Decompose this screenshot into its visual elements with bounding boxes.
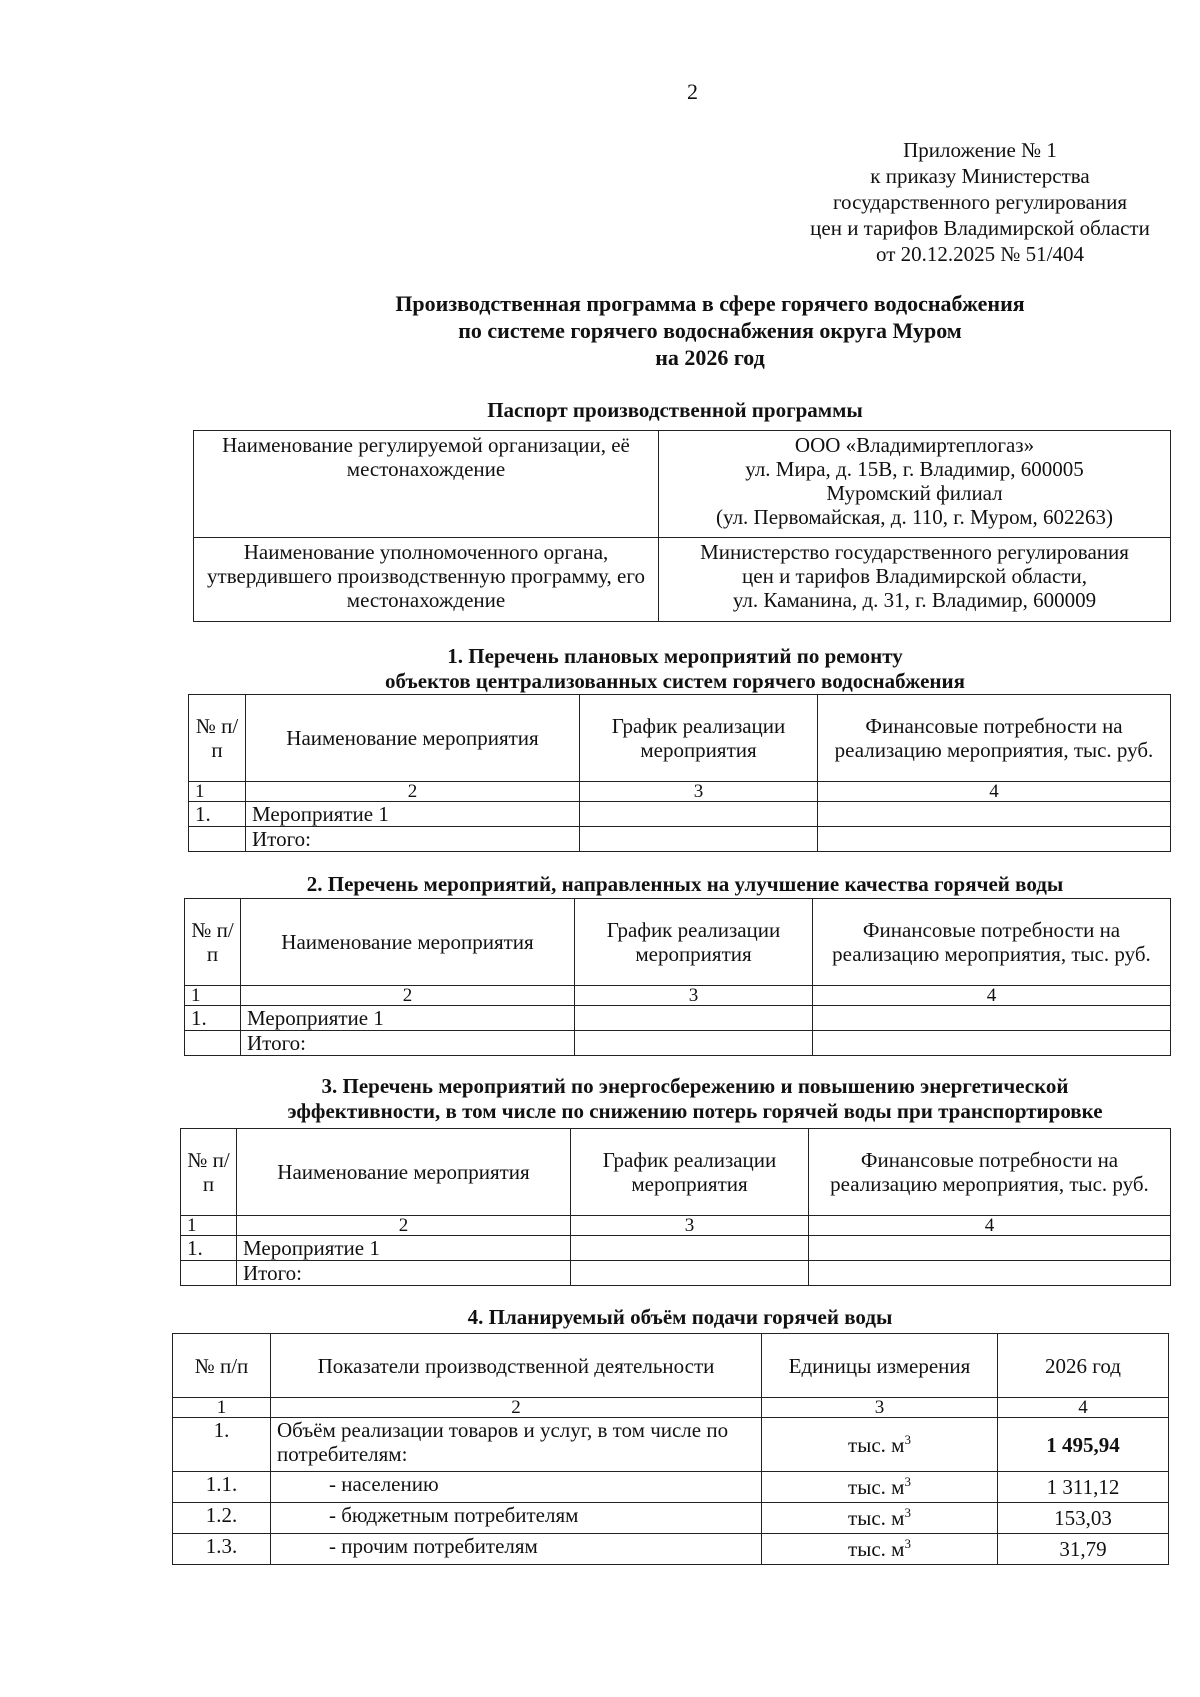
row-unit <box>762 1418 998 1472</box>
passport-table <box>193 430 1171 622</box>
row-value: 31,79 <box>998 1534 1169 1565</box>
row-no: 1. <box>189 802 246 827</box>
col-number: 1 <box>189 782 246 802</box>
row-no: 1. <box>185 1006 241 1031</box>
row-total-label: Итого: <box>237 1261 571 1286</box>
row-finance <box>813 1006 1171 1031</box>
section-title-line: объектов централизованных систем горячего водоснабжения <box>385 669 965 693</box>
row-schedule <box>575 1031 813 1056</box>
row-no <box>185 1031 241 1056</box>
passport-value-line: (ул. Первомайская, д. 110, г. Муром, 602263) <box>716 505 1113 529</box>
row-unit <box>762 1534 998 1565</box>
header-name: Наименование мероприятия <box>241 899 575 986</box>
header-schedule: График реализации мероприятия <box>571 1129 809 1216</box>
row-no: 1.2. <box>173 1503 271 1534</box>
table-header-row <box>173 1334 1169 1398</box>
row-finance <box>813 1031 1171 1056</box>
unit-sup: 3 <box>904 1431 911 1447</box>
approval-block <box>770 137 1190 267</box>
passport-heading: Паспорт производственной программы <box>487 398 863 422</box>
passport-row <box>194 538 1171 622</box>
column-number-row <box>185 986 1171 1006</box>
col-number: 4 <box>809 1216 1171 1236</box>
approval-line: государственного регулирования <box>832 190 1128 214</box>
header-no: № п/п <box>185 899 241 986</box>
row-indicator: - бюджетным потребителям <box>271 1503 762 1534</box>
row-no: 1. <box>173 1418 271 1472</box>
section-4-title: 4. Планируемый объём подачи горячей воды <box>467 1305 893 1329</box>
header-no: № п/п <box>189 695 246 782</box>
row-no <box>181 1261 237 1286</box>
row-name: Мероприятие 1 <box>237 1236 571 1261</box>
approval-line: Приложение № 1 <box>903 138 1057 162</box>
header-name: Наименование мероприятия <box>246 695 580 782</box>
unit-sup: 3 <box>904 1474 911 1489</box>
section-title-line: эффективности, в том числе по снижению потерь горячей воды при транспортировке <box>287 1099 1103 1123</box>
passport-value-line: Министерство государственного регулирования <box>700 540 1129 564</box>
title-line: по системе горячего водоснабжения округа Муром <box>458 318 962 343</box>
table-header-row <box>185 899 1171 986</box>
unit-sup: 3 <box>904 1536 911 1551</box>
row-value: 1 495,94 <box>998 1418 1169 1472</box>
row-finance <box>818 827 1171 852</box>
approval-line: от 20.12.2025 № 51/404 <box>875 242 1085 266</box>
section-2-table <box>184 898 1171 1056</box>
col-number: 1 <box>173 1398 271 1418</box>
passport-value-line: ул. Каманина, д. 31, г. Владимир, 600009 <box>732 588 1097 612</box>
header-no: № п/п <box>173 1334 271 1398</box>
header-name: Наименование мероприятия <box>237 1129 571 1216</box>
row-unit <box>762 1472 998 1503</box>
row-no <box>189 827 246 852</box>
row-finance <box>809 1236 1171 1261</box>
column-number-row <box>181 1216 1171 1236</box>
col-number: 2 <box>246 782 580 802</box>
row-no: 1.1. <box>173 1472 271 1503</box>
unit-text: тыс. м <box>848 1537 905 1561</box>
section-3-table <box>180 1128 1171 1286</box>
col-number: 3 <box>571 1216 809 1236</box>
header-finance: Финансовые потребности на реализацию мероприятия, тыс. руб. <box>813 899 1171 986</box>
col-number: 4 <box>818 782 1171 802</box>
section-1-title <box>175 644 1175 694</box>
title-line: на 2026 год <box>655 345 765 370</box>
approval-line: к приказу Министерства <box>870 164 1090 188</box>
table-row <box>189 802 1171 827</box>
row-total-label: Итого: <box>241 1031 575 1056</box>
unit-sup: 3 <box>904 1505 911 1520</box>
passport-value-line: Муромский филиал <box>826 481 1003 505</box>
passport-value-line: ул. Мира, д. 15В, г. Владимир, 600005 <box>745 457 1084 481</box>
row-schedule <box>575 1006 813 1031</box>
row-schedule <box>580 827 818 852</box>
section-2-title <box>185 872 1185 897</box>
table-total-row <box>185 1031 1171 1056</box>
header-finance: Финансовые потребности на реализацию мероприятия, тыс. руб. <box>818 695 1171 782</box>
col-number: 4 <box>813 986 1171 1006</box>
header-finance: Финансовые потребности на реализацию мероприятия, тыс. руб. <box>809 1129 1171 1216</box>
section-title-line: 3. Перечень мероприятий по энергосбережению и повышению энергетической <box>321 1074 1069 1098</box>
row-schedule <box>580 802 818 827</box>
supply-table <box>172 1333 1169 1565</box>
col-number: 3 <box>580 782 818 802</box>
table-row <box>181 1236 1171 1261</box>
row-finance <box>818 802 1171 827</box>
col-number: 3 <box>762 1398 998 1418</box>
column-number-row <box>173 1398 1169 1418</box>
passport-value-line: ООО «Владимиртеплогаз» <box>794 433 1035 457</box>
row-schedule <box>571 1236 809 1261</box>
table-row <box>173 1418 1169 1472</box>
row-total-label: Итого: <box>246 827 580 852</box>
col-number: 4 <box>998 1398 1169 1418</box>
col-number: 2 <box>237 1216 571 1236</box>
col-number: 3 <box>575 986 813 1006</box>
row-indicator: - прочим потребителям <box>271 1534 762 1565</box>
table-header-row <box>181 1129 1171 1216</box>
row-no: 1. <box>181 1236 237 1261</box>
table-row <box>173 1472 1169 1503</box>
unit-text: тыс. м <box>848 1432 905 1457</box>
section-1-table <box>188 694 1171 852</box>
header-schedule: График реализации мероприятия <box>580 695 818 782</box>
row-name: Мероприятие 1 <box>246 802 580 827</box>
document-title <box>250 290 1170 371</box>
passport-value <box>659 431 1171 538</box>
row-indicator: Объём реализации товаров и услуг, в том числе по потребителям: <box>271 1418 762 1472</box>
passport-value <box>659 538 1171 622</box>
table-header-row <box>189 695 1171 782</box>
approval-line: цен и тарифов Владимирской области <box>810 216 1150 240</box>
col-number: 2 <box>241 986 575 1006</box>
col-number: 1 <box>181 1216 237 1236</box>
table-total-row <box>181 1261 1171 1286</box>
row-unit <box>762 1503 998 1534</box>
row-name: Мероприятие 1 <box>241 1006 575 1031</box>
table-row <box>185 1006 1171 1031</box>
header-year: 2026 год <box>998 1334 1169 1398</box>
row-indicator: - населению <box>271 1472 762 1503</box>
section-title-line: 2. Перечень мероприятий, направленных на улучшение качества горячей воды <box>306 872 1064 896</box>
row-schedule <box>571 1261 809 1286</box>
header-unit: Единицы измерения <box>762 1334 998 1398</box>
header-indicator: Показатели производственной деятельности <box>271 1334 762 1398</box>
column-number-row <box>189 782 1171 802</box>
page-number: 2 <box>687 79 698 104</box>
table-row <box>173 1534 1169 1565</box>
table-row <box>173 1503 1169 1534</box>
row-no: 1.3. <box>173 1534 271 1565</box>
col-number: 2 <box>271 1398 762 1418</box>
row-finance <box>809 1261 1171 1286</box>
unit-text: тыс. м <box>848 1506 905 1530</box>
passport-value-line: цен и тарифов Владимирской области, <box>742 564 1087 588</box>
section-3-title <box>195 1074 1195 1124</box>
header-no: № п/п <box>181 1129 237 1216</box>
table-total-row <box>189 827 1171 852</box>
header-schedule: График реализации мероприятия <box>575 899 813 986</box>
row-value: 153,03 <box>998 1503 1169 1534</box>
passport-label: Наименование регулируемой организации, её местонахождение <box>194 431 659 538</box>
section-title-line: 1. Перечень плановых мероприятий по ремонту <box>447 644 903 668</box>
row-value: 1 311,12 <box>998 1472 1169 1503</box>
passport-row <box>194 431 1171 538</box>
title-line: Производственная программа в сфере горячего водоснабжения <box>395 291 1025 316</box>
passport-label: Наименование уполномоченного органа, утвердившего производственную программу, его местонахождение <box>194 538 659 622</box>
unit-text: тыс. м <box>848 1475 905 1499</box>
col-number: 1 <box>185 986 241 1006</box>
